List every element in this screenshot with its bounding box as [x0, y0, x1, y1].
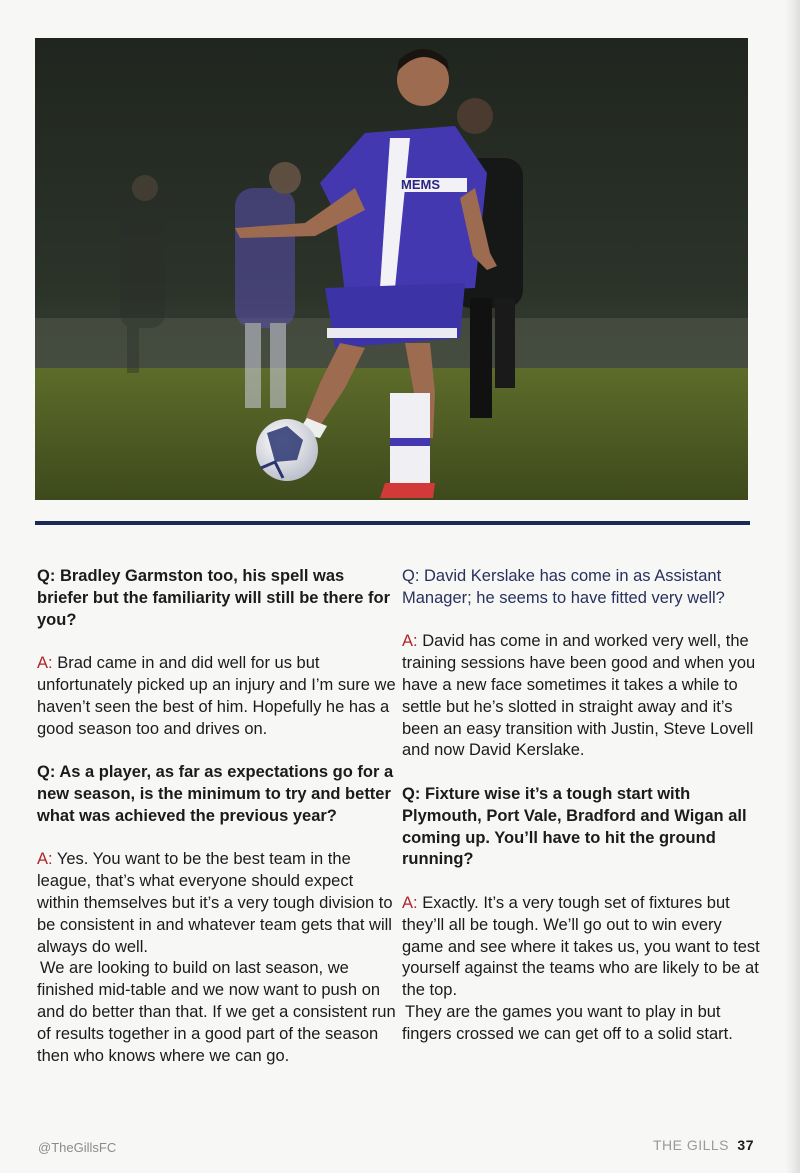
question: [37, 566, 397, 631]
answer-text: David has come in and worked very well, the training sessions have been good and when you have a new face sometimes it takes a while to settle but he’s slotted in straight away and it’s been an easy transition with Justin, Steve Lovell and now David Kerslake.: [402, 632, 756, 760]
question: [37, 762, 397, 827]
shirt-sponsor: MEMS: [401, 177, 440, 192]
question-label: Q:: [402, 784, 421, 803]
page-footer: [653, 1137, 754, 1153]
answer-label: A:: [402, 893, 418, 912]
answer-continuation: We are looking to build on last season, we finished mid-table and we now want to push on and do better than that. If we get a consistent run of results together in a good part of the season then who knows where we can go.: [37, 959, 396, 1065]
question-label: Q:: [37, 763, 56, 782]
answer: [37, 849, 397, 958]
answer-label: A:: [402, 632, 418, 651]
question-text: As a player, as far as expectations go for a new season, is the minimum to try and better what was achieved the previous year?: [37, 763, 394, 825]
interview-column-right: [402, 566, 762, 1067]
answer: [402, 631, 762, 762]
answer-text: Yes. You want to be the best team in the league, that’s what everyone should expect within themselves but it’s a very tough division to be consistent in and whatever team gets that will always do well.: [37, 850, 393, 956]
page-edge-shadow: [786, 0, 800, 1173]
question-label: Q:: [402, 567, 420, 585]
magazine-name: THE GILLS: [652, 1137, 730, 1153]
page-number: 37: [737, 1137, 754, 1153]
twitter-handle: @TheGillsFC: [38, 1140, 117, 1155]
answer: [402, 893, 762, 1002]
answer-label: A:: [37, 850, 53, 869]
question-text: Fixture wise it’s a tough start with Plymouth, Port Vale, Bradford and Wigan all coming up. You’ll have to hit the ground running?: [402, 784, 747, 869]
interview-column-left: [37, 566, 397, 1089]
answer-text: Brad came in and did well for us but unfortunately picked up an injury and I’m sure we haven’t seen the best of him. Hopefully he has a good season too and drives on.: [37, 654, 396, 738]
question-label: Q:: [37, 567, 56, 585]
question-text: David Kerslake has come in as Assistant Manager; he seems to have fitted very well?: [402, 567, 725, 607]
question: [402, 784, 762, 871]
question-text: Bradley Garmston too, his spell was briefer but the familiarity will still be there for you?: [37, 567, 390, 629]
answer: [37, 653, 397, 740]
section-divider: [35, 521, 750, 525]
answer-text: Exactly. It’s a very tough set of fixtures but they’ll all be tough. We’ll go out to win every game and see where it takes us, you want to test yourself against the teams who are likely to be at the top.: [402, 893, 760, 1000]
answer-label: A:: [37, 654, 53, 673]
answer-continuation: They are the games you want to play in but fingers crossed we can get off to a solid start.: [402, 1002, 733, 1043]
question: [402, 566, 762, 610]
player-photo: [35, 38, 748, 500]
